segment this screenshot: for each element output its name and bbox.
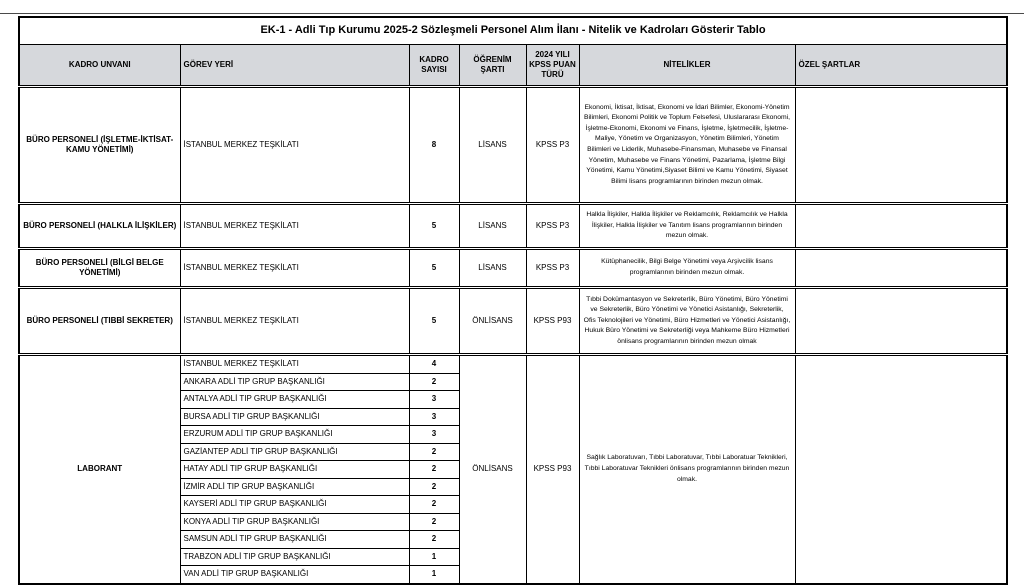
cell-kadro-sayisi: 5 xyxy=(409,204,459,249)
cell-gorev-yeri: KONYA ADLİ TIP GRUP BAŞKANLIĞI xyxy=(180,513,409,531)
table-row xyxy=(19,288,1007,355)
cell-gorev-yeri: VAN ADLİ TIP GRUP BAŞKANLIĞI xyxy=(180,566,409,584)
cell-kpss-turu: KPSS P3 xyxy=(526,249,579,288)
cell-gorev-yeri: ANTALYA ADLİ TIP GRUP BAŞKANLIĞI xyxy=(180,391,409,409)
col-header-ozel-sartlar: ÖZEL ŞARTLAR xyxy=(795,45,1007,87)
cell-nitelikler: Halkla İlişkiler, Halkla İlişkiler ve Reklamcılık, Reklamcılık ve Halkla İlişkiler, Halkla İlişkiler ve Tanıtım lisans programlarının birinden mezun olmak. xyxy=(579,204,795,249)
cell-ozel-sartlar xyxy=(795,288,1007,355)
cell-gorev-yeri: İSTANBUL MERKEZ TEŞKİLATI xyxy=(180,204,409,249)
cell-ogrenim-sarti: LİSANS xyxy=(459,249,526,288)
cell-kadro-unvani: BÜRO PERSONELİ (BİLGİ BELGE YÖNETİMİ) xyxy=(19,249,180,288)
col-header-nitelikler: NİTELİKLER xyxy=(579,45,795,87)
cell-kadro-sayisi: 1 xyxy=(409,566,459,584)
positions-table xyxy=(18,16,1008,585)
cell-kadro-sayisi: 3 xyxy=(409,391,459,409)
cell-kadro-sayisi: 2 xyxy=(409,461,459,479)
cell-kadro-sayisi: 2 xyxy=(409,373,459,391)
cell-kpss-turu: KPSS P3 xyxy=(526,87,579,204)
cell-gorev-yeri: İSTANBUL MERKEZ TEŞKİLATI xyxy=(180,355,409,374)
page-top-rule xyxy=(0,13,1024,14)
cell-kadro-sayisi: 8 xyxy=(409,87,459,204)
cell-nitelikler: Tıbbi Dokümantasyon ve Sekreterlik, Büro Yönetimi, Büro Yönetimi ve Sekreterlik, Büro Yönetimi ve Yönetici Asistanlığı, Sekreterlik, Ofis Teknolojileri ve Yönetimi, Büro Hizmetleri ve Yönetici Asistanlığı, Hukuk Büro Yönetimi ve Sekreterliği veya Mahkeme Büro Hizmetleri önlisans programlarının birinden mezun olmak xyxy=(579,288,795,355)
cell-kadro-sayisi: 2 xyxy=(409,478,459,496)
cell-ozel-sartlar xyxy=(795,355,1007,584)
cell-ozel-sartlar xyxy=(795,87,1007,204)
col-header-kpss-turu: 2024 YILI KPSS PUAN TÜRÜ xyxy=(526,45,579,87)
cell-gorev-yeri: TRABZON ADLİ TIP GRUP BAŞKANLIĞI xyxy=(180,548,409,566)
col-header-kadro-unvani: KADRO UNVANI xyxy=(19,45,180,87)
cell-kadro-unvani: BÜRO PERSONELİ (İŞLETME-İKTİSAT-KAMU YÖNETİMİ) xyxy=(19,87,180,204)
cell-kadro-sayisi: 5 xyxy=(409,249,459,288)
cell-gorev-yeri: ANKARA ADLİ TIP GRUP BAŞKANLIĞI xyxy=(180,373,409,391)
cell-kadro-sayisi: 2 xyxy=(409,496,459,514)
cell-ogrenim-sarti: LİSANS xyxy=(459,87,526,204)
table-row xyxy=(19,204,1007,249)
cell-ogrenim-sarti: LİSANS xyxy=(459,204,526,249)
cell-nitelikler: Sağlık Laboratuvarı, Tıbbi Laboratuvar, Tıbbi Laboratuar Teknikleri, Tıbbi Laboratuvar Teknikleri önlisans programlarının birinden mezun olmak. xyxy=(579,355,795,584)
cell-gorev-yeri: GAZİANTEP ADLİ TIP GRUP BAŞKANLIĞI xyxy=(180,443,409,461)
cell-kpss-turu: KPSS P93 xyxy=(526,355,579,584)
cell-gorev-yeri: SAMSUN ADLİ TIP GRUP BAŞKANLIĞI xyxy=(180,531,409,549)
cell-kadro-sayisi: 2 xyxy=(409,513,459,531)
table-title: EK-1 - Adli Tıp Kurumu 2025-2 Sözleşmeli Personel Alım İlanı - Nitelik ve Kadroları Gösterir Tablo xyxy=(19,17,1007,45)
table-header-row xyxy=(19,45,1007,87)
cell-gorev-yeri: İSTANBUL MERKEZ TEŞKİLATI xyxy=(180,288,409,355)
cell-kadro-unvani-laborant: LABORANT xyxy=(19,355,180,584)
cell-gorev-yeri: İZMİR ADLİ TIP GRUP BAŞKANLIĞI xyxy=(180,478,409,496)
cell-ozel-sartlar xyxy=(795,204,1007,249)
cell-kadro-sayisi: 2 xyxy=(409,443,459,461)
cell-gorev-yeri: BURSA ADLİ TIP GRUP BAŞKANLIĞI xyxy=(180,408,409,426)
cell-kpss-turu: KPSS P93 xyxy=(526,288,579,355)
cell-kpss-turu: KPSS P3 xyxy=(526,204,579,249)
cell-kadro-sayisi: 3 xyxy=(409,426,459,444)
cell-gorev-yeri: İSTANBUL MERKEZ TEŞKİLATI xyxy=(180,87,409,204)
col-header-kadro-sayisi: KADRO SAYISI xyxy=(409,45,459,87)
cell-nitelikler: Kütüphanecilik, Bilgi Belge Yönetimi veya Arşivcilik lisans programlarının birinden mezun olmak. xyxy=(579,249,795,288)
cell-ozel-sartlar xyxy=(795,249,1007,288)
table-title-row xyxy=(19,17,1007,45)
col-header-gorev-yeri: GÖREV YERİ xyxy=(180,45,409,87)
cell-ogrenim-sarti: ÖNLİSANS xyxy=(459,288,526,355)
table-row xyxy=(19,355,1007,374)
cell-gorev-yeri: KAYSERİ ADLİ TIP GRUP BAŞKANLIĞI xyxy=(180,496,409,514)
cell-kadro-sayisi: 3 xyxy=(409,408,459,426)
col-header-ogrenim-sarti: ÖĞRENİM ŞARTI xyxy=(459,45,526,87)
table-row xyxy=(19,87,1007,204)
cell-ogrenim-sarti: ÖNLİSANS xyxy=(459,355,526,584)
table-row xyxy=(19,249,1007,288)
cell-kadro-sayisi: 4 xyxy=(409,355,459,374)
cell-nitelikler: Ekonomi, İktisat, İktisat, Ekonomi ve İdari Bilimler, Ekonomi-Yönetim Bilimleri, Ekonomi Politik ve Toplum Felsefesi, Uluslararası Ekonomi, İşletme-Ekonomi, Ekonomi ve Finans, İşletme, İşletmecilik, İşletme-Maliye, Yönetim ve Organizasyon, Yönetim Bilimleri, Yönetim Bilimleri ve Liderlik, Muhasebe-Finansman, Muhasebe ve Finansal Yönetim, Muhasebe ve Finans Yönetimi, Pazarlama, İşletme Bilgi Yönetimi, Kamu Yönetimi,Siyaset Bilimi ve Kamu Yönetimi, Siyaset Bilimi lisans programlarının birinden mezun olmak. xyxy=(579,87,795,204)
cell-kadro-unvani: BÜRO PERSONELİ (TIBBİ SEKRETER) xyxy=(19,288,180,355)
cell-gorev-yeri: İSTANBUL MERKEZ TEŞKİLATI xyxy=(180,249,409,288)
cell-kadro-sayisi: 2 xyxy=(409,531,459,549)
cell-kadro-unvani: BÜRO PERSONELİ (HALKLA İLİŞKİLER) xyxy=(19,204,180,249)
cell-gorev-yeri: ERZURUM ADLİ TIP GRUP BAŞKANLIĞI xyxy=(180,426,409,444)
cell-kadro-sayisi: 5 xyxy=(409,288,459,355)
cell-gorev-yeri: HATAY ADLİ TIP GRUP BAŞKANLIĞI xyxy=(180,461,409,479)
cell-kadro-sayisi: 1 xyxy=(409,548,459,566)
